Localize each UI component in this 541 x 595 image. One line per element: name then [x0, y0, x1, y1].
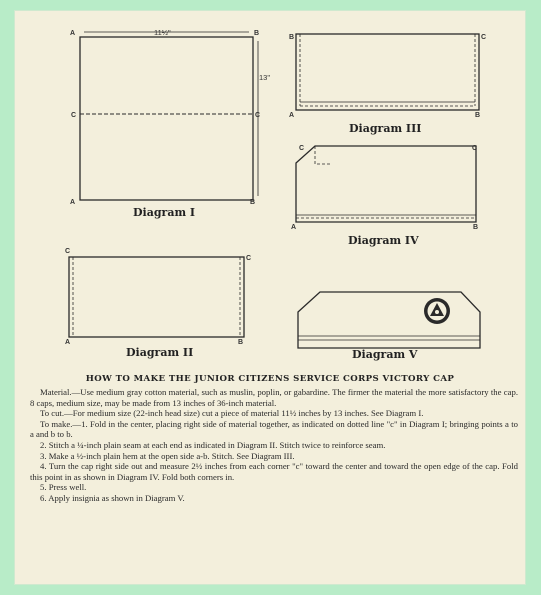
- diagram-1-point-b-top: B: [254, 30, 260, 37]
- diagram-3-label: Diagram III: [349, 122, 422, 135]
- diagram-2-point-c-right: C: [246, 255, 252, 262]
- diagram-4-point-c-right: C: [472, 145, 478, 152]
- diagram-2-point-b: B: [238, 339, 244, 346]
- diagram-1-rect: [80, 37, 253, 200]
- instructions-text: [30, 387, 518, 504]
- cut-heading: To cut.—: [40, 408, 73, 419]
- diagram-2-label: Diagram II: [126, 346, 194, 359]
- material-paragraph: [30, 387, 518, 408]
- diagram-3-point-b: B: [475, 112, 481, 119]
- diagram-2-rect: [69, 257, 244, 337]
- step-3-paragraph: 3. Make a ½-inch plain hem at the open side a-b. Stitch. See Diagram III.: [40, 450, 295, 461]
- insignia-emblem-icon: [424, 298, 450, 324]
- step-4-paragraph: 4. Turn the cap right side out and measure 2½ inches from each corner "c" toward the center and toward the open edge of the cap. Fold this point in as shown in Diagram IV. Fold both corners in.: [30, 461, 518, 482]
- diagram-3-rect: [296, 34, 479, 110]
- step-2-paragraph: 2. Stitch a ¼-inch plain seam at each end as indicated in Diagram II. Stitch twice to reinforce seam.: [40, 439, 386, 450]
- diagram-4-shape: [296, 146, 476, 222]
- diagram-4-label: Diagram IV: [348, 234, 419, 247]
- diagram-4-point-a: A: [291, 224, 297, 231]
- diagram-2-point-a: A: [65, 339, 71, 346]
- document-page: [14, 10, 526, 585]
- diagram-4-point-c-left: C: [299, 145, 305, 152]
- cut-paragraph: [30, 408, 518, 419]
- diagram-5-label: Diagram V: [352, 348, 418, 361]
- diagram-3-point-a: A: [289, 112, 295, 119]
- diagram-1-label: Diagram I: [133, 206, 196, 219]
- diagram-3-point-b-left: B: [289, 34, 295, 41]
- diagram-1-point-c-left: C: [71, 112, 77, 119]
- step-6-paragraph: 6. Apply insignia as shown in Diagram V.: [40, 492, 185, 503]
- diagram-1-point-a-bottom: A: [70, 199, 76, 206]
- diagram-1-width-dimension: 11½": [154, 28, 171, 37]
- diagram-1-height-dimension: 13": [259, 73, 271, 82]
- step-1-text: 1. Fold in the center, placing right side of material together, as indicated on dotted line "c" in Diagram I; bringing points a to a and b to b.: [30, 418, 518, 440]
- step-5-paragraph: 5. Press well.: [40, 482, 87, 493]
- diagram-2-point-c-left: C: [65, 248, 71, 255]
- make-paragraph: [30, 419, 518, 440]
- diagram-1-point-b-bottom: B: [250, 199, 256, 206]
- material-text: Use medium gray cotton material, such as muslin, poplin, or gabardine. The firmer the material the more satisfactory the cap. 8 caps, medium size, may be made from 13 inches of 36-inch material.: [30, 387, 518, 408]
- diagram-3-point-c-right: C: [481, 34, 487, 41]
- make-heading: To make.—: [40, 418, 82, 429]
- cut-text: For medium size (22-inch head size) cut a piece of material 11½ inches by 13 inches. See Diagram I.: [72, 408, 424, 419]
- diagram-1-point-c-right: C: [255, 112, 261, 119]
- page-title: HOW TO MAKE THE JUNIOR CITIZENS SERVICE CORPS VICTORY CAP: [85, 374, 455, 384]
- diagram-4-point-b: B: [473, 224, 479, 231]
- material-heading: Material.—: [40, 387, 81, 397]
- diagram-1-point-a-top: A: [70, 30, 76, 37]
